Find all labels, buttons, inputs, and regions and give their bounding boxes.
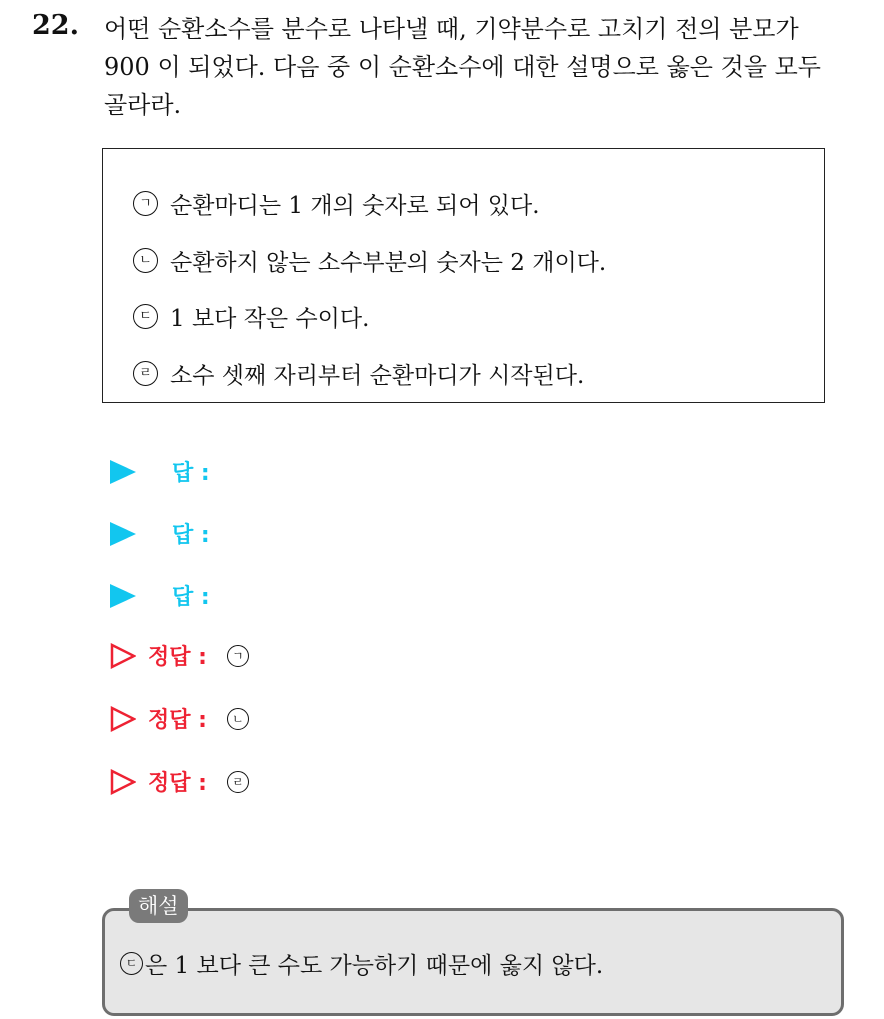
answer-arrow-icon [110,584,136,608]
question-line: 어떤 순환소수를 분수로 나타낼 때, 기약분수로 고치기 전의 분모가 [104,15,799,43]
option-marker: ㄷ [133,304,158,329]
option-marker: ㄱ [133,191,158,216]
correct-answer-row [110,766,249,797]
option-marker: ㄹ [133,361,158,386]
option-item [133,187,540,220]
answer-row[interactable] [110,518,210,549]
solution-marker: ㄷ [120,952,143,975]
answer-row[interactable] [110,456,210,487]
correct-answer-row [110,640,249,671]
option-marker: ㄴ [133,248,158,273]
correct-marker: ㄹ [227,771,249,793]
answer-arrow-icon [110,522,136,546]
question-number: 22. [32,10,79,41]
correct-label: 정답 : [148,645,207,670]
outline-arrow-icon [110,706,136,732]
option-text: 소수 셋째 자리부터 순환마디가 시작된다. [170,363,585,389]
correct-answer-row [110,703,249,734]
option-item [133,244,606,277]
answer-row[interactable] [110,580,210,611]
answer-arrow-icon [110,460,136,484]
answer-label: 답 : [172,585,210,610]
question-text [104,10,874,124]
solution-body: 은 1 보다 큰 수도 가능하기 때문에 옳지 않다. [145,953,604,979]
option-text: 1 보다 작은 수이다. [170,306,370,332]
option-text: 순환하지 않는 소수부분의 숫자는 2 개이다. [170,250,607,276]
outline-arrow-icon [110,769,136,795]
answer-label: 답 : [172,523,210,548]
answer-label: 답 : [172,461,210,486]
correct-marker: ㄱ [227,645,249,667]
option-text: 순환마디는 1 개의 숫자로 되어 있다. [170,193,540,219]
option-item [133,357,584,390]
correct-label: 정답 : [148,708,207,733]
options-box [102,148,825,403]
outline-arrow-icon [110,643,136,669]
correct-label: 정답 : [148,771,207,796]
correct-marker: ㄴ [227,708,249,730]
question-line: 골라라. [104,91,182,119]
option-item [133,300,369,333]
question-line: 900 이 되었다. 다음 중 이 순환소수에 대한 설명으로 옳은 것을 모두 [104,53,821,81]
solution-text [120,947,603,980]
solution-label: 해설 [129,889,188,923]
